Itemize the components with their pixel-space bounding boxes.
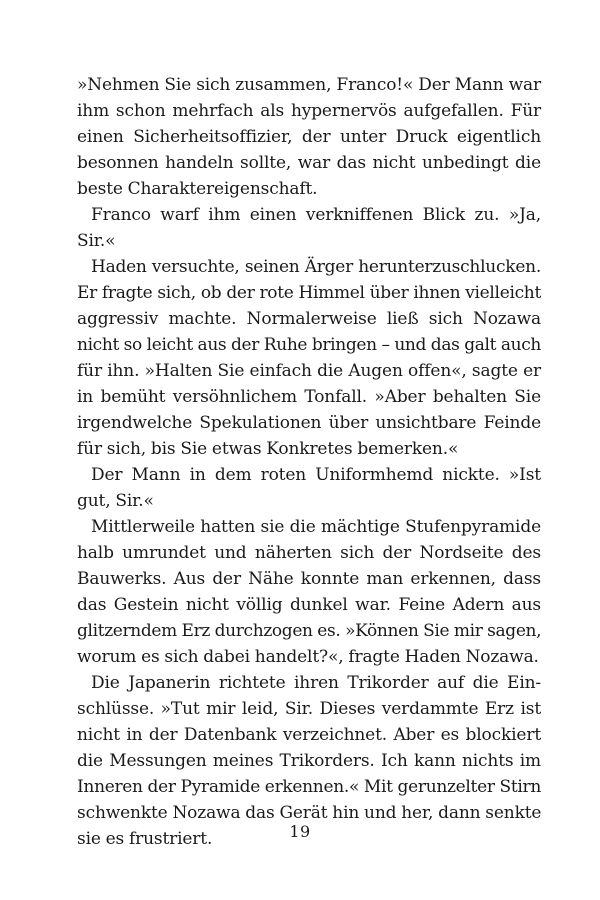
text-line: Der Mann in dem roten Uniformhemd nickte. »Ist [91,465,541,485]
text-line: für sich, bis Sie etwas Konkretes bemerken.« [77,439,459,459]
text-line: sie es frustriert. [77,829,213,849]
text-line: Mittlerweile hatten sie die mächtige Stufenpyramide [91,517,541,537]
text-line: nicht so leicht aus der Ruhe bringen – und das galt auch [77,335,541,355]
text-line: das Gestein nicht völlig dunkel war. Feine Adern aus [77,595,541,615]
text-line: Haden versuchte, seinen Ärger herunterzuschlucken. [91,257,541,277]
text-line: halb umrundet und näherten sich der Nordseite des [77,543,541,563]
text-line: Sir.« [77,231,116,251]
page-number: 19 [289,822,311,841]
text-line: Bauwerks. Aus der Nähe konnte man erkennen, dass [77,569,541,589]
body-text [77,72,541,852]
text-line: für ihn. »Halten Sie einfach die Augen offen«, sagte er [77,361,541,381]
text-line: Franco warf ihm einen verkniffenen Blick zu. »Ja, [91,205,541,225]
text-line: besonnen handeln sollte, war das nicht unbedingt die [77,153,541,173]
text-line: aggressiv machte. Normalerweise ließ sich Nozawa [77,309,541,329]
text-line: nicht in der Datenbank verzeichnet. Aber es blockiert [77,725,541,745]
text-line: worum es sich dabei handelt?«, fragte Haden Nozawa. [77,647,539,667]
text-line: gut, Sir.« [77,491,154,511]
text-line: glitzerndem Erz durchzogen es. »Können Sie mir sagen, [77,621,542,641]
text-line: Die Japanerin richtete ihren Trikorder auf die Ein- [91,673,541,693]
text-line: schwenkte Nozawa das Gerät hin und her, dann senkte [77,803,542,823]
text-line: irgendwelche Spekulationen über unsichtbare Feinde [77,413,541,433]
text-line: »Nehmen Sie sich zusammen, Franco!« Der Mann war [77,75,541,95]
text-line: in bemüht versöhnlichem Tonfall. »Aber behalten Sie [77,387,541,407]
text-line: schlüsse. »Tut mir leid, Sir. Dieses verdammte Erz ist [77,699,541,719]
text-line: Inneren der Pyramide erkennen.« Mit gerunzelter Stirn [77,777,541,797]
text-line: beste Charaktereigenschaft. [77,179,318,199]
text-line: einen Sicherheitsoffizier, der unter Druck eigentlich [77,127,541,147]
text-line: ihm schon mehrfach als hypernervös aufgefallen. Für [77,101,541,121]
text-line: die Messungen meines Trikorders. Ich kann nichts im [77,751,541,771]
text-line: Er fragte sich, ob der rote Himmel über ihnen vielleicht [77,283,541,303]
